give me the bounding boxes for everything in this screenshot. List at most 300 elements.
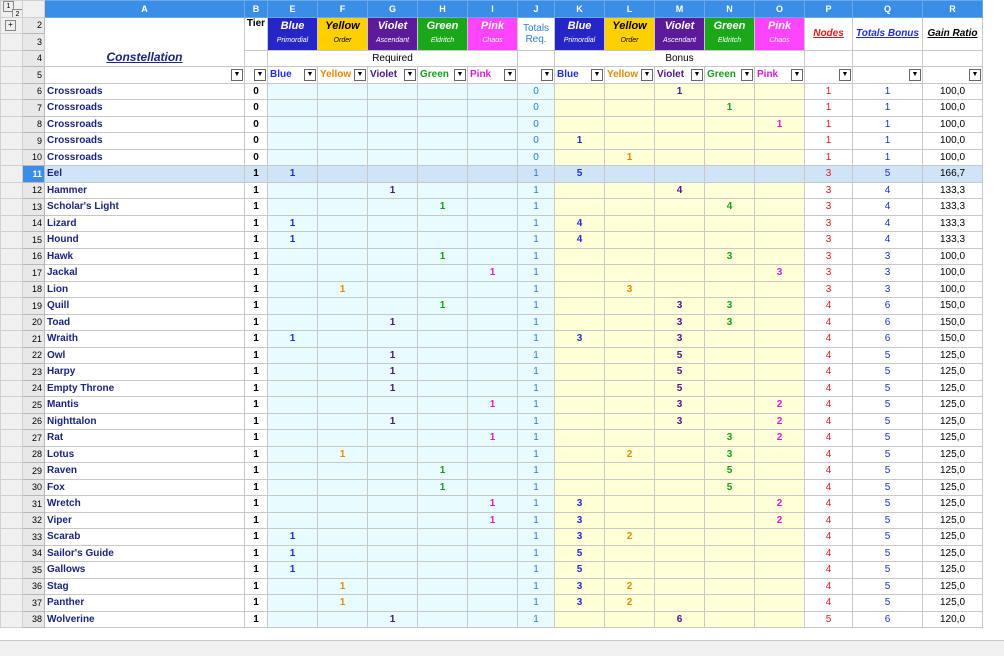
tier-cell[interactable]: 1 [245, 248, 268, 265]
bonus-green-cell[interactable] [705, 413, 755, 430]
bonus-green-cell[interactable] [705, 347, 755, 364]
required-yellow-cell[interactable] [318, 314, 368, 331]
totals-req-filter[interactable] [518, 67, 555, 84]
required-green-cell[interactable] [418, 232, 468, 249]
bonus-yellow-cell[interactable] [605, 496, 655, 513]
required-blue-cell[interactable] [268, 182, 318, 199]
outline-gutter[interactable] [1, 50, 23, 67]
nodes-cell[interactable]: 3 [805, 199, 853, 216]
bonus-violet-cell[interactable]: 5 [655, 380, 705, 397]
required-blue-cell[interactable] [268, 116, 318, 133]
required-yellow-cell[interactable]: 1 [318, 578, 368, 595]
tier-cell[interactable]: 1 [245, 215, 268, 232]
constellation-name-cell[interactable]: Scarab [45, 529, 245, 546]
bonus-violet-cell[interactable] [655, 100, 705, 117]
required-green-cell[interactable] [418, 611, 468, 628]
totals-bonus-cell[interactable]: 5 [853, 446, 923, 463]
required-violet-cell[interactable]: 1 [368, 314, 418, 331]
gain-ratio-cell[interactable]: 100,0 [923, 100, 983, 117]
bonus-green-cell[interactable] [705, 182, 755, 199]
outline-level-1-button[interactable]: 1 [3, 1, 14, 12]
required-green-cell[interactable] [418, 149, 468, 166]
bonus-violet-cell[interactable] [655, 479, 705, 496]
required-green-cell[interactable] [418, 83, 468, 100]
bonus-green-cell[interactable] [705, 545, 755, 562]
totals-bonus-cell[interactable]: 4 [853, 215, 923, 232]
constellation-name-cell[interactable]: Crossroads [45, 116, 245, 133]
bonus-pink-cell[interactable] [755, 380, 805, 397]
outline-gutter[interactable] [1, 397, 23, 414]
required-violet-cell[interactable] [368, 529, 418, 546]
required-yellow-cell[interactable] [318, 248, 368, 265]
bonus-violet-cell[interactable]: 5 [655, 347, 705, 364]
tier-cell[interactable]: 1 [245, 413, 268, 430]
gain-ratio-cell[interactable]: 125,0 [923, 397, 983, 414]
constellation-name-cell[interactable]: Lizard [45, 215, 245, 232]
bonus-green-cell[interactable]: 5 [705, 463, 755, 480]
required-blue-cell[interactable]: 1 [268, 545, 318, 562]
required-pink-filter[interactable] [468, 67, 518, 84]
bonus-green-cell[interactable] [705, 281, 755, 298]
required-blue-cell[interactable] [268, 133, 318, 150]
bonus-green-cell[interactable] [705, 364, 755, 381]
bonus-green-cell[interactable] [705, 529, 755, 546]
tier-cell[interactable]: 1 [245, 578, 268, 595]
gain-ratio-cell[interactable]: 100,0 [923, 248, 983, 265]
required-pink-cell[interactable] [468, 413, 518, 430]
constellation-name-cell[interactable]: Wolverine [45, 611, 245, 628]
bonus-pink-cell[interactable]: 1 [755, 116, 805, 133]
totals-bonus-cell[interactable]: 1 [853, 100, 923, 117]
bonus-yellow-cell[interactable]: 2 [605, 446, 655, 463]
required-yellow-cell[interactable] [318, 182, 368, 199]
bonus-violet-cell[interactable] [655, 215, 705, 232]
constellation-name-cell[interactable]: Rat [45, 430, 245, 447]
totals-bonus-cell[interactable]: 5 [853, 496, 923, 513]
outline-gutter[interactable] [1, 314, 23, 331]
bonus-green-cell[interactable]: 3 [705, 314, 755, 331]
outline-gutter[interactable] [1, 331, 23, 348]
required-yellow-cell[interactable] [318, 331, 368, 348]
bonus-blue-cell[interactable] [555, 611, 605, 628]
bonus-blue-cell[interactable] [555, 364, 605, 381]
row-header[interactable]: 9 [23, 133, 45, 150]
nodes-cell[interactable]: 1 [805, 116, 853, 133]
required-green-cell[interactable] [418, 512, 468, 529]
tier-cell[interactable]: 1 [245, 380, 268, 397]
bonus-blue-cell[interactable] [555, 463, 605, 480]
required-pink-cell[interactable] [468, 83, 518, 100]
gain-ratio-cell[interactable]: 150,0 [923, 331, 983, 348]
outline-gutter[interactable] [1, 83, 23, 100]
totals-req-cell[interactable]: 1 [518, 611, 555, 628]
gain-ratio-cell[interactable]: 125,0 [923, 463, 983, 480]
bonus-yellow-cell[interactable] [605, 100, 655, 117]
bonus-violet-cell[interactable] [655, 446, 705, 463]
totals-req-cell[interactable]: 1 [518, 281, 555, 298]
gain-ratio-cell[interactable]: 125,0 [923, 562, 983, 579]
required-violet-cell[interactable] [368, 116, 418, 133]
totals-bonus-cell[interactable]: 5 [853, 545, 923, 562]
required-pink-cell[interactable] [468, 380, 518, 397]
filter-dropdown-icon[interactable]: ▼ [909, 69, 921, 81]
nodes-cell[interactable]: 4 [805, 331, 853, 348]
outline-gutter[interactable] [1, 529, 23, 546]
tier-cell[interactable]: 1 [245, 430, 268, 447]
bonus-green-cell[interactable] [705, 578, 755, 595]
required-green-filter[interactable] [418, 67, 468, 84]
required-violet-cell[interactable] [368, 232, 418, 249]
totals-req-cell[interactable]: 1 [518, 199, 555, 216]
required-violet-cell[interactable]: 1 [368, 380, 418, 397]
required-blue-cell[interactable]: 1 [268, 232, 318, 249]
bonus-yellow-cell[interactable] [605, 83, 655, 100]
totals-bonus-filter[interactable] [853, 67, 923, 84]
constellation-name-cell[interactable]: Wraith [45, 331, 245, 348]
required-violet-cell[interactable] [368, 331, 418, 348]
required-blue-cell[interactable] [268, 347, 318, 364]
row-header[interactable]: 26 [23, 413, 45, 430]
nodes-cell[interactable]: 1 [805, 133, 853, 150]
totals-bonus-cell[interactable]: 6 [853, 314, 923, 331]
required-pink-cell[interactable] [468, 545, 518, 562]
required-violet-cell[interactable] [368, 578, 418, 595]
required-blue-cell[interactable] [268, 397, 318, 414]
required-yellow-cell[interactable] [318, 347, 368, 364]
totals-req-cell[interactable]: 1 [518, 496, 555, 513]
nodes-cell[interactable]: 4 [805, 595, 853, 612]
bonus-yellow-cell[interactable] [605, 512, 655, 529]
required-green-cell[interactable] [418, 347, 468, 364]
row-header-3[interactable]: 3 [23, 34, 45, 51]
filter-dropdown-icon[interactable]: ▼ [741, 69, 753, 81]
row-header[interactable]: 13 [23, 199, 45, 216]
bonus-blue-cell[interactable]: 5 [555, 562, 605, 579]
tier-cell[interactable]: 1 [245, 314, 268, 331]
column-header-H[interactable]: H [418, 1, 468, 18]
gain-ratio-cell[interactable]: 125,0 [923, 479, 983, 496]
required-violet-cell[interactable] [368, 298, 418, 315]
required-blue-cell[interactable] [268, 578, 318, 595]
constellation-name-cell[interactable]: Quill [45, 298, 245, 315]
bonus-blue-cell[interactable] [555, 397, 605, 414]
tier-cell[interactable]: 0 [245, 149, 268, 166]
gain-ratio-cell[interactable]: 133,3 [923, 232, 983, 249]
row-header[interactable]: 38 [23, 611, 45, 628]
bonus-blue-cell[interactable] [555, 265, 605, 282]
nodes-cell[interactable]: 3 [805, 166, 853, 183]
bonus-yellow-cell[interactable] [605, 314, 655, 331]
totals-req-cell[interactable]: 0 [518, 149, 555, 166]
bonus-blue-cell[interactable]: 4 [555, 215, 605, 232]
bonus-pink-cell[interactable] [755, 529, 805, 546]
bonus-pink-cell[interactable] [755, 463, 805, 480]
tier-cell[interactable]: 1 [245, 529, 268, 546]
row-header[interactable]: 10 [23, 149, 45, 166]
required-green-cell[interactable] [418, 265, 468, 282]
bonus-violet-filter[interactable] [655, 67, 705, 84]
column-header-R[interactable]: R [923, 1, 983, 18]
constellation-name-cell[interactable]: Viper [45, 512, 245, 529]
totals-req-cell[interactable]: 1 [518, 182, 555, 199]
required-yellow-cell[interactable] [318, 149, 368, 166]
required-yellow-cell[interactable] [318, 397, 368, 414]
totals-bonus-cell[interactable]: 3 [853, 265, 923, 282]
bonus-blue-cell[interactable]: 3 [555, 595, 605, 612]
tier-cell[interactable]: 1 [245, 298, 268, 315]
nodes-cell[interactable]: 4 [805, 479, 853, 496]
tier-cell[interactable]: 1 [245, 166, 268, 183]
gain-ratio-cell[interactable]: 150,0 [923, 298, 983, 315]
required-blue-cell[interactable] [268, 430, 318, 447]
required-green-cell[interactable] [418, 314, 468, 331]
bonus-blue-cell[interactable] [555, 182, 605, 199]
required-green-cell[interactable] [418, 331, 468, 348]
filter-dropdown-icon[interactable]: ▼ [504, 69, 516, 81]
totals-bonus-cell[interactable]: 5 [853, 595, 923, 612]
required-green-cell[interactable]: 1 [418, 479, 468, 496]
totals-req-cell[interactable]: 1 [518, 364, 555, 381]
outline-gutter[interactable] [1, 578, 23, 595]
required-green-cell[interactable] [418, 562, 468, 579]
bonus-blue-cell[interactable]: 3 [555, 512, 605, 529]
totals-bonus-cell[interactable]: 5 [853, 463, 923, 480]
column-header-N[interactable]: N [705, 1, 755, 18]
required-green-cell[interactable] [418, 413, 468, 430]
bonus-pink-cell[interactable] [755, 232, 805, 249]
constellation-name-cell[interactable]: Harpy [45, 364, 245, 381]
required-blue-cell[interactable] [268, 265, 318, 282]
tier-cell[interactable]: 1 [245, 562, 268, 579]
outline-gutter[interactable] [1, 248, 23, 265]
horizontal-scrollbar[interactable] [0, 640, 1004, 656]
row-header[interactable]: 19 [23, 298, 45, 315]
bonus-violet-cell[interactable] [655, 430, 705, 447]
row-header[interactable]: 35 [23, 562, 45, 579]
nodes-cell[interactable]: 4 [805, 463, 853, 480]
outline-gutter[interactable] [1, 265, 23, 282]
required-violet-filter[interactable] [368, 67, 418, 84]
required-pink-cell[interactable] [468, 199, 518, 216]
required-blue-cell[interactable] [268, 611, 318, 628]
nodes-filter[interactable] [805, 67, 853, 84]
bonus-blue-cell[interactable]: 4 [555, 232, 605, 249]
required-pink-cell[interactable] [468, 232, 518, 249]
outline-gutter[interactable] [1, 496, 23, 513]
nodes-cell[interactable]: 1 [805, 149, 853, 166]
gain-ratio-cell[interactable]: 100,0 [923, 149, 983, 166]
required-blue-cell[interactable] [268, 83, 318, 100]
totals-bonus-cell[interactable]: 5 [853, 413, 923, 430]
outline-gutter[interactable] [1, 34, 23, 51]
required-green-cell[interactable] [418, 446, 468, 463]
required-yellow-cell[interactable] [318, 380, 368, 397]
bonus-pink-cell[interactable] [755, 364, 805, 381]
required-green-cell[interactable]: 1 [418, 248, 468, 265]
required-blue-cell[interactable] [268, 248, 318, 265]
bonus-pink-cell[interactable]: 2 [755, 413, 805, 430]
outline-gutter[interactable] [1, 364, 23, 381]
nodes-cell[interactable]: 3 [805, 182, 853, 199]
tier-cell[interactable]: 1 [245, 496, 268, 513]
tier-cell[interactable]: 1 [245, 611, 268, 628]
bonus-yellow-cell[interactable] [605, 380, 655, 397]
tier-blank[interactable] [245, 50, 268, 67]
bonus-yellow-cell[interactable] [605, 166, 655, 183]
tier-cell[interactable]: 0 [245, 133, 268, 150]
bonus-green-cell[interactable] [705, 149, 755, 166]
totals-req-cell[interactable]: 1 [518, 529, 555, 546]
bonus-violet-cell[interactable] [655, 512, 705, 529]
totals-req-cell[interactable]: 1 [518, 545, 555, 562]
tier-cell[interactable]: 1 [245, 232, 268, 249]
nodes-cell[interactable]: 3 [805, 232, 853, 249]
bonus-pink-cell[interactable] [755, 611, 805, 628]
filter-dropdown-icon[interactable]: ▼ [791, 69, 803, 81]
gain-ratio-cell[interactable]: 125,0 [923, 364, 983, 381]
bonus-pink-cell[interactable] [755, 83, 805, 100]
totals-req-cell[interactable]: 1 [518, 430, 555, 447]
bonus-green-cell[interactable] [705, 133, 755, 150]
totals-bonus-cell[interactable]: 5 [853, 364, 923, 381]
required-pink-cell[interactable] [468, 182, 518, 199]
gain-ratio-cell[interactable]: 133,3 [923, 199, 983, 216]
tier-cell[interactable]: 1 [245, 265, 268, 282]
bonus-blue-cell[interactable] [555, 430, 605, 447]
column-header-E[interactable]: E [268, 1, 318, 18]
bonus-violet-cell[interactable]: 5 [655, 364, 705, 381]
required-pink-cell[interactable] [468, 215, 518, 232]
filter-dropdown-icon[interactable]: ▼ [541, 69, 553, 81]
bonus-pink-cell[interactable] [755, 199, 805, 216]
required-pink-cell[interactable] [468, 578, 518, 595]
constellation-name-cell[interactable]: Crossroads [45, 133, 245, 150]
required-yellow-filter[interactable] [318, 67, 368, 84]
constellation-name-cell[interactable]: Empty Throne [45, 380, 245, 397]
outline-gutter[interactable] [1, 166, 23, 183]
filter-dropdown-icon[interactable]: ▼ [691, 69, 703, 81]
bonus-pink-cell[interactable] [755, 182, 805, 199]
required-pink-cell[interactable] [468, 611, 518, 628]
gain-ratio-cell[interactable]: 125,0 [923, 595, 983, 612]
outline-gutter[interactable] [1, 595, 23, 612]
totals-bonus-cell[interactable]: 1 [853, 83, 923, 100]
required-yellow-cell[interactable] [318, 116, 368, 133]
tier-cell[interactable]: 0 [245, 83, 268, 100]
outline-gutter[interactable] [1, 149, 23, 166]
gain-ratio-cell[interactable]: 100,0 [923, 265, 983, 282]
totals-bonus-blank[interactable] [853, 50, 923, 67]
bonus-blue-cell[interactable]: 1 [555, 133, 605, 150]
nodes-cell[interactable]: 4 [805, 545, 853, 562]
gain-ratio-cell[interactable]: 133,3 [923, 215, 983, 232]
outline-gutter[interactable] [1, 380, 23, 397]
required-violet-cell[interactable] [368, 281, 418, 298]
bonus-violet-cell[interactable] [655, 133, 705, 150]
bonus-yellow-cell[interactable] [605, 347, 655, 364]
bonus-green-cell[interactable] [705, 397, 755, 414]
bonus-pink-cell[interactable] [755, 166, 805, 183]
tier-cell[interactable]: 1 [245, 446, 268, 463]
bonus-pink-cell[interactable]: 3 [755, 265, 805, 282]
required-violet-cell[interactable] [368, 199, 418, 216]
row-header[interactable]: 33 [23, 529, 45, 546]
bonus-violet-cell[interactable] [655, 496, 705, 513]
required-violet-cell[interactable]: 1 [368, 347, 418, 364]
outline-gutter[interactable] [1, 199, 23, 216]
bonus-violet-cell[interactable] [655, 545, 705, 562]
gain-ratio-cell[interactable]: 125,0 [923, 430, 983, 447]
gain-ratio-cell[interactable]: 100,0 [923, 133, 983, 150]
tier-filter[interactable] [245, 67, 268, 84]
outline-gutter[interactable] [1, 298, 23, 315]
column-header-M[interactable]: M [655, 1, 705, 18]
filter-dropdown-icon[interactable]: ▼ [304, 69, 316, 81]
row-header[interactable]: 24 [23, 380, 45, 397]
constellation-name-cell[interactable]: Jackal [45, 265, 245, 282]
required-green-cell[interactable] [418, 529, 468, 546]
required-violet-cell[interactable] [368, 149, 418, 166]
required-violet-cell[interactable] [368, 512, 418, 529]
required-blue-cell[interactable] [268, 595, 318, 612]
totals-req-cell[interactable]: 1 [518, 380, 555, 397]
required-pink-cell[interactable] [468, 298, 518, 315]
outline-gutter[interactable] [1, 100, 23, 117]
totals-req-cell[interactable]: 0 [518, 133, 555, 150]
required-violet-cell[interactable] [368, 166, 418, 183]
bonus-yellow-cell[interactable]: 3 [605, 281, 655, 298]
bonus-pink-cell[interactable] [755, 298, 805, 315]
required-yellow-cell[interactable] [318, 479, 368, 496]
totals-bonus-cell[interactable]: 5 [853, 380, 923, 397]
gain-ratio-cell[interactable]: 125,0 [923, 578, 983, 595]
outline-gutter[interactable] [1, 347, 23, 364]
row-header[interactable]: 8 [23, 116, 45, 133]
row-header[interactable]: 28 [23, 446, 45, 463]
required-yellow-cell[interactable] [318, 545, 368, 562]
totals-bonus-cell[interactable]: 5 [853, 166, 923, 183]
gain-ratio-cell[interactable]: 120,0 [923, 611, 983, 628]
required-pink-cell[interactable] [468, 166, 518, 183]
gain-ratio-cell[interactable]: 166,7 [923, 166, 983, 183]
required-violet-cell[interactable]: 1 [368, 182, 418, 199]
nodes-cell[interactable]: 4 [805, 529, 853, 546]
totals-req-cell[interactable]: 1 [518, 232, 555, 249]
required-green-cell[interactable] [418, 133, 468, 150]
bonus-pink-cell[interactable] [755, 562, 805, 579]
required-violet-cell[interactable]: 1 [368, 611, 418, 628]
bonus-blue-cell[interactable] [555, 479, 605, 496]
required-yellow-cell[interactable] [318, 100, 368, 117]
required-green-cell[interactable] [418, 182, 468, 199]
bonus-yellow-cell[interactable] [605, 248, 655, 265]
outline-gutter[interactable] [1, 611, 23, 628]
totals-bonus-cell[interactable]: 6 [853, 298, 923, 315]
totals-req-cell[interactable]: 1 [518, 248, 555, 265]
column-header-J[interactable]: J [518, 1, 555, 18]
required-green-cell[interactable] [418, 496, 468, 513]
required-green-cell[interactable] [418, 578, 468, 595]
required-green-cell[interactable]: 1 [418, 463, 468, 480]
bonus-pink-cell[interactable]: 2 [755, 496, 805, 513]
required-pink-cell[interactable] [468, 100, 518, 117]
gain-ratio-cell[interactable]: 100,0 [923, 281, 983, 298]
required-pink-cell[interactable] [468, 116, 518, 133]
bonus-yellow-cell[interactable] [605, 116, 655, 133]
row-header[interactable]: 20 [23, 314, 45, 331]
constellation-name-cell[interactable]: Scholar's Light [45, 199, 245, 216]
row-header[interactable]: 11 [23, 166, 45, 183]
